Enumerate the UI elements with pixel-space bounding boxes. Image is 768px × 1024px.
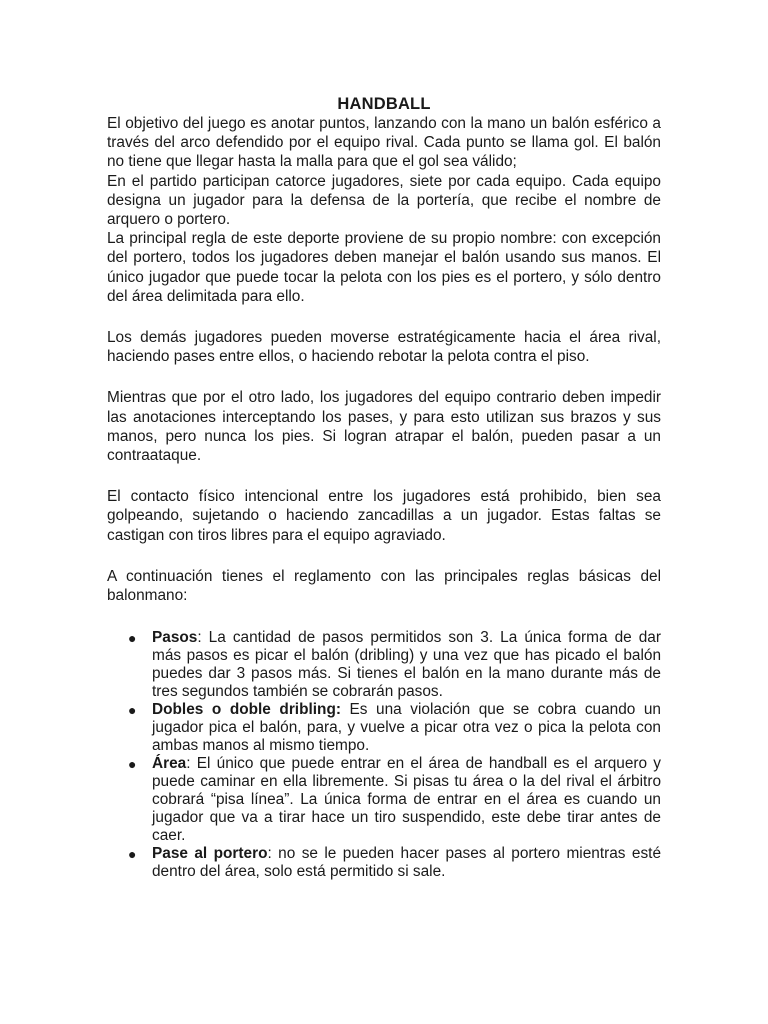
list-item <box>128 629 661 701</box>
rules-list <box>107 629 661 881</box>
paragraph-movement: Los demás jugadores pueden moverse estratégicamente hacia el área rival, haciendo pases entre ellos, o haciendo rebotar la pelota contra el piso. <box>107 329 661 366</box>
paragraph-contact: El contacto físico intencional entre los jugadores está prohibido, bien sea golpeando, sujetando o haciendo zancadillas a un jugador. Estas faltas se castigan con tiros libres para el equipo agraviado. <box>107 488 661 544</box>
bullet-icon: ● <box>128 846 137 863</box>
rule-term: Área <box>152 755 187 773</box>
paragraph-defense: Mientras que por el otro lado, los jugadores del equipo contrario deben impedir las anotaciones interceptando los pases, y para esto utilizan sus brazos y sus manos, pero nunca los pies. Si logran atrapar el balón, pueden pasar a un contraataque. <box>107 389 661 465</box>
list-item <box>128 755 661 845</box>
paragraph-players: En el partido participan catorce jugadores, siete por cada equipo. Cada equipo designa un jugador para la defensa de la portería, que recibe el nombre de arquero o portero. <box>107 172 661 229</box>
rule-text: Es una violación que se cobra cuando un jugador pica el balón, para, y vuelve a picar otra vez o pica la pelota con ambas manos al mismo tiempo. <box>152 701 661 755</box>
rule-term: Pase al portero <box>152 845 268 863</box>
list-item <box>128 845 662 881</box>
paragraph-rules-intro: A continuación tienes el reglamento con las principales reglas básicas del balonmano: <box>107 567 661 605</box>
bullet-icon: ● <box>128 630 137 647</box>
document-title: HANDBALL <box>337 95 431 113</box>
paragraph-objective: El objetivo del juego es anotar puntos, lanzando con la mano un balón esférico a través del arco defendido por el equipo rival. Cada punto se llama gol. El balón no tiene que llegar hasta la malla para que el gol sea válido; <box>107 115 661 171</box>
document-page <box>107 94 661 881</box>
rule-text: : La cantidad de pasos permitidos son 3. La única forma de dar más pasos es picar el balón (dribling) y una vez que has picado el balón puedes dar 3 pasos más. Si tienes el balón en la mano durante más de tres segundos también se cobrarán pasos. <box>152 629 661 701</box>
list-item <box>128 701 661 755</box>
bullet-icon: ● <box>128 702 137 719</box>
bullet-icon: ● <box>128 756 137 773</box>
rule-text: : no se le pueden hacer pases al portero mientras esté dentro del área, solo está permitido si sale. <box>152 845 662 881</box>
paragraph-main-rule: La principal regla de este deporte proviene de su propio nombre: con excepción del portero, todos los jugadores deben manejar el balón usando sus manos. El único jugador que puede tocar la pelota con los pies es el portero, y sólo dentro del área delimitada para ello. <box>107 230 661 305</box>
rule-term: Dobles o doble dribling: <box>152 701 341 719</box>
rule-text: : El único que puede entrar en el área de handball es el arquero y puede caminar en ella libremente. Si pisas tu área o la del rival el árbitro cobrará “pisa línea”. La única forma de entrar en el área es cuando un jugador que va a tirar hace un tiro suspendido, este debe tirar antes de caer. <box>152 755 661 845</box>
rule-term: Pasos <box>152 629 198 647</box>
